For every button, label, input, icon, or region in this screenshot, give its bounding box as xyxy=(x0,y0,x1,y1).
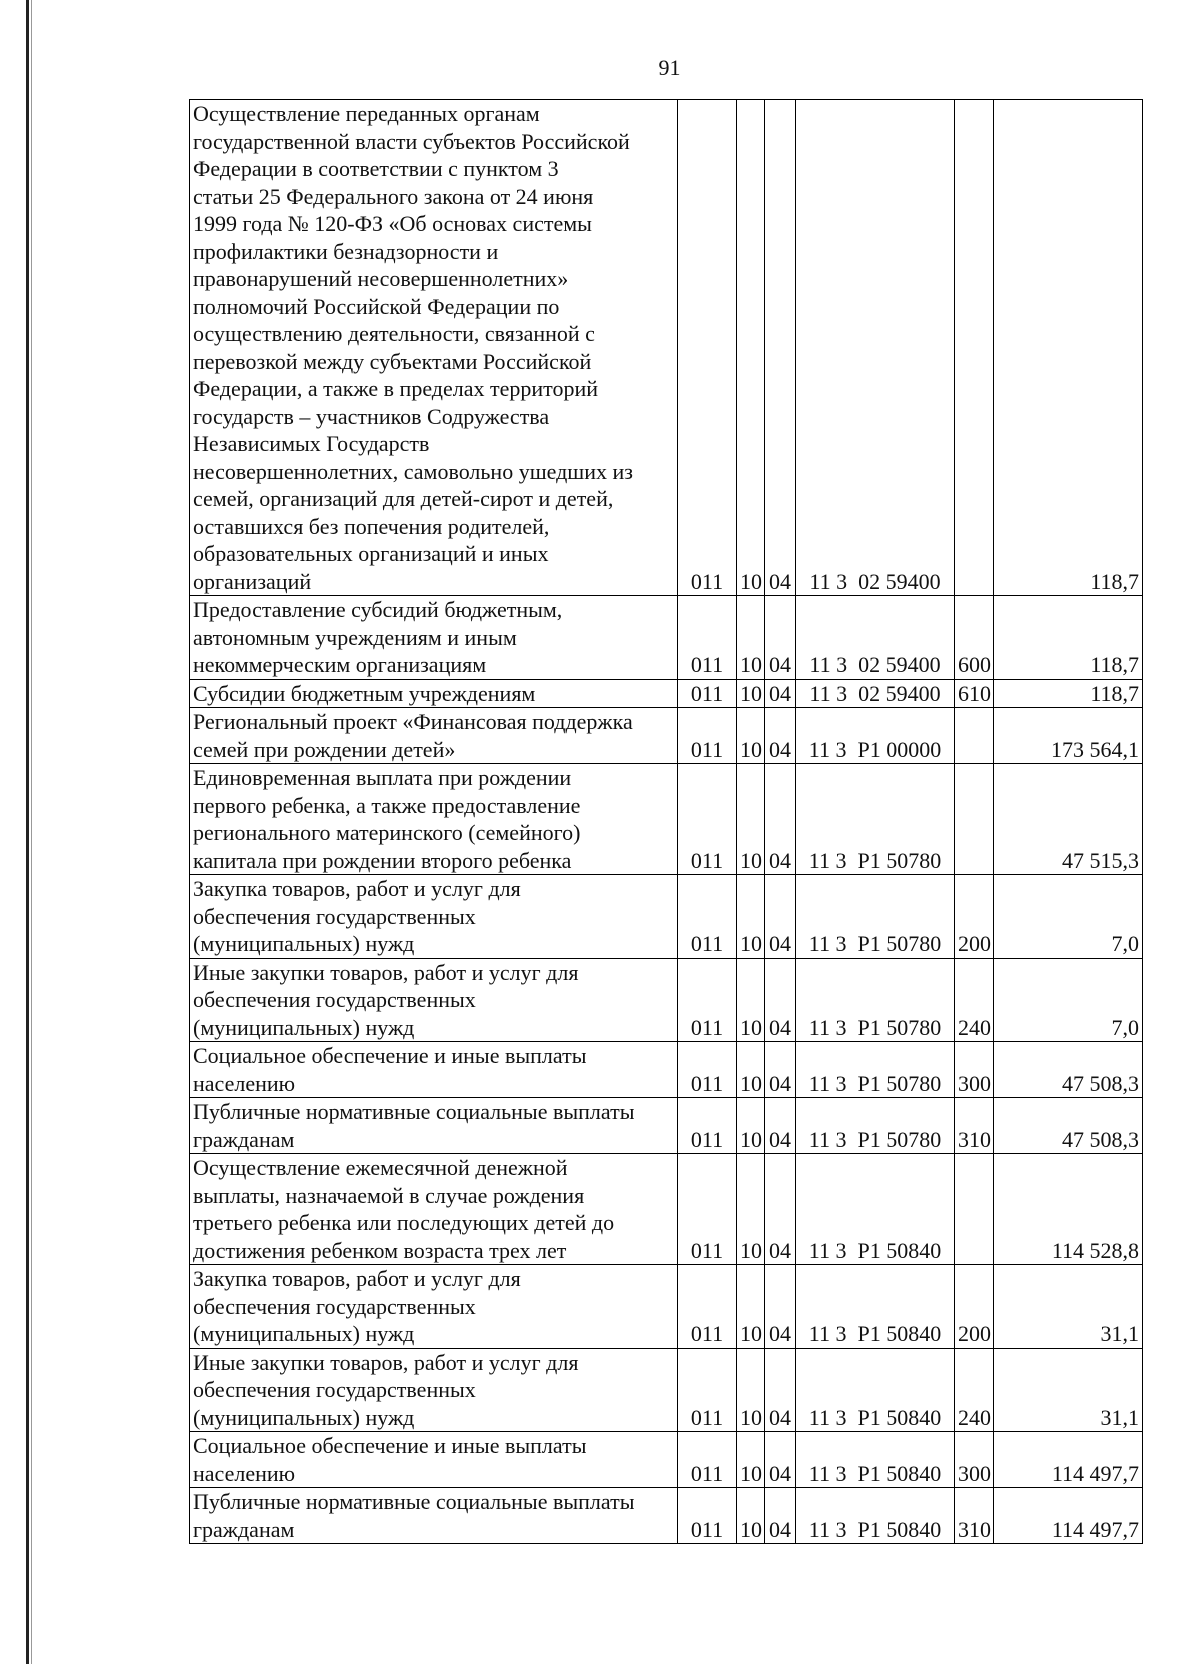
row-name: Единовременная выплата при рождении первого ребенка, а также предоставление регионального материнского (семейного) капитала при рождении второго ребенка xyxy=(190,764,678,875)
row-grbs-code: 011 xyxy=(678,1488,737,1544)
row-amount: 7,0 xyxy=(994,958,1143,1042)
row-name: Субсидии бюджетным учреждениям xyxy=(190,679,678,708)
row-amount: 7,0 xyxy=(994,875,1143,959)
row-subsection-code: 04 xyxy=(765,1432,796,1488)
row-grbs-code: 011 xyxy=(678,1432,737,1488)
row-amount: 114 497,7 xyxy=(994,1488,1143,1544)
table-row xyxy=(190,100,1143,596)
row-amount: 173 564,1 xyxy=(994,708,1143,764)
row-amount: 118,7 xyxy=(994,596,1143,680)
row-subsection-code: 04 xyxy=(765,1098,796,1154)
row-grbs-code: 011 xyxy=(678,958,737,1042)
row-name: Иные закупки товаров, работ и услуг для обеспечения государственных (муниципальных) нужд xyxy=(190,1348,678,1432)
row-section-code: 10 xyxy=(737,1488,765,1544)
row-subsection-code: 04 xyxy=(765,1488,796,1544)
row-expense-type-code: 200 xyxy=(955,875,994,959)
row-section-code: 10 xyxy=(737,1098,765,1154)
row-target-article-code: 11 3 Р1 50840 xyxy=(796,1348,955,1432)
row-target-article-code: 11 3 Р1 50780 xyxy=(796,958,955,1042)
row-subsection-code: 04 xyxy=(765,875,796,959)
row-target-article-code: 11 3 02 59400 xyxy=(796,679,955,708)
row-subsection-code: 04 xyxy=(765,958,796,1042)
row-name: Публичные нормативные социальные выплаты гражданам xyxy=(190,1488,678,1544)
table-row xyxy=(190,708,1143,764)
row-name: Закупка товаров, работ и услуг для обеспечения государственных (муниципальных) нужд xyxy=(190,1265,678,1349)
row-grbs-code: 011 xyxy=(678,679,737,708)
row-target-article-code: 11 3 Р1 50840 xyxy=(796,1488,955,1544)
row-section-code: 10 xyxy=(737,1154,765,1265)
row-name: Социальное обеспечение и иные выплаты населению xyxy=(190,1432,678,1488)
table-row xyxy=(190,1348,1143,1432)
row-section-code: 10 xyxy=(737,764,765,875)
row-grbs-code: 011 xyxy=(678,596,737,680)
row-grbs-code: 011 xyxy=(678,1154,737,1265)
row-amount: 31,1 xyxy=(994,1265,1143,1349)
row-subsection-code: 04 xyxy=(765,100,796,596)
row-section-code: 10 xyxy=(737,958,765,1042)
table-row xyxy=(190,764,1143,875)
row-section-code: 10 xyxy=(737,100,765,596)
row-expense-type-code: 300 xyxy=(955,1042,994,1098)
row-target-article-code: 11 3 Р1 00000 xyxy=(796,708,955,764)
row-section-code: 10 xyxy=(737,875,765,959)
row-amount: 47 508,3 xyxy=(994,1098,1143,1154)
row-expense-type-code xyxy=(955,1154,994,1265)
row-expense-type-code: 200 xyxy=(955,1265,994,1349)
row-expense-type-code: 240 xyxy=(955,1348,994,1432)
row-grbs-code: 011 xyxy=(678,1348,737,1432)
row-amount: 118,7 xyxy=(994,100,1143,596)
page-number: 91 xyxy=(658,55,681,80)
row-expense-type-code: 610 xyxy=(955,679,994,708)
row-name: Осуществление переданных органам государственной власти субъектов Российской Федерации в соответствии с пунктом 3 статьи 25 Федерального закона от 24 июня 1999 года № 120-ФЗ «Об основах системы профилактики безнадзорности и правонарушений несовершеннолетних» полномочий Российской Федерации по осуществлению деятельности, связанной с перевозкой между субъектами Российской Федерации, а также в пределах территорий государств – участников Содружества Независимых Государств несовершеннолетних, самовольно ушедших из семей, организаций для детей-сирот и детей, оставшихся без попечения родителей, образовательных организаций и иных организаций xyxy=(190,100,678,596)
row-subsection-code: 04 xyxy=(765,1154,796,1265)
row-target-article-code: 11 3 02 59400 xyxy=(796,596,955,680)
table-row xyxy=(190,1154,1143,1265)
table-row xyxy=(190,596,1143,680)
row-section-code: 10 xyxy=(737,679,765,708)
row-section-code: 10 xyxy=(737,1265,765,1349)
row-subsection-code: 04 xyxy=(765,1348,796,1432)
table-row xyxy=(190,1042,1143,1098)
scan-edge-shadow xyxy=(31,0,32,1664)
row-expense-type-code xyxy=(955,764,994,875)
row-name: Осуществление ежемесячной денежной выплаты, назначаемой в случае рождения третьего ребенка или последующих детей до достижения ребенком возраста трех лет xyxy=(190,1154,678,1265)
row-target-article-code: 11 3 Р1 50780 xyxy=(796,1042,955,1098)
row-subsection-code: 04 xyxy=(765,708,796,764)
table-row xyxy=(190,1265,1143,1349)
row-amount: 114 497,7 xyxy=(994,1432,1143,1488)
row-amount: 47 515,3 xyxy=(994,764,1143,875)
table-row xyxy=(190,1432,1143,1488)
row-subsection-code: 04 xyxy=(765,764,796,875)
budget-table xyxy=(189,99,1143,1544)
row-amount: 118,7 xyxy=(994,679,1143,708)
row-section-code: 10 xyxy=(737,1432,765,1488)
row-grbs-code: 011 xyxy=(678,875,737,959)
row-section-code: 10 xyxy=(737,1348,765,1432)
row-target-article-code: 11 3 Р1 50840 xyxy=(796,1154,955,1265)
row-subsection-code: 04 xyxy=(765,1042,796,1098)
row-subsection-code: 04 xyxy=(765,596,796,680)
row-target-article-code: 11 3 Р1 50840 xyxy=(796,1265,955,1349)
row-amount: 47 508,3 xyxy=(994,1042,1143,1098)
table-row xyxy=(190,1098,1143,1154)
row-name: Предоставление субсидий бюджетным, автономным учреждениям и иным некоммерческим организациям xyxy=(190,596,678,680)
row-grbs-code: 011 xyxy=(678,764,737,875)
row-grbs-code: 011 xyxy=(678,100,737,596)
table-row xyxy=(190,958,1143,1042)
row-expense-type-code xyxy=(955,708,994,764)
row-expense-type-code: 240 xyxy=(955,958,994,1042)
table-row xyxy=(190,679,1143,708)
row-target-article-code: 11 3 Р1 50840 xyxy=(796,1432,955,1488)
row-target-article-code: 11 3 Р1 50780 xyxy=(796,875,955,959)
row-target-article-code: 11 3 Р1 50780 xyxy=(796,764,955,875)
row-expense-type-code: 600 xyxy=(955,596,994,680)
row-grbs-code: 011 xyxy=(678,1098,737,1154)
row-name: Региональный проект «Финансовая поддержка семей при рождении детей» xyxy=(190,708,678,764)
row-expense-type-code xyxy=(955,100,994,596)
row-section-code: 10 xyxy=(737,596,765,680)
row-grbs-code: 011 xyxy=(678,1042,737,1098)
row-section-code: 10 xyxy=(737,1042,765,1098)
row-name: Социальное обеспечение и иные выплаты населению xyxy=(190,1042,678,1098)
row-expense-type-code: 310 xyxy=(955,1098,994,1154)
row-grbs-code: 011 xyxy=(678,708,737,764)
budget-table-body xyxy=(190,100,1143,1544)
row-target-article-code: 11 3 Р1 50780 xyxy=(796,1098,955,1154)
row-expense-type-code: 300 xyxy=(955,1432,994,1488)
row-name: Публичные нормативные социальные выплаты гражданам xyxy=(190,1098,678,1154)
row-amount: 114 528,8 xyxy=(994,1154,1143,1265)
row-subsection-code: 04 xyxy=(765,679,796,708)
row-amount: 31,1 xyxy=(994,1348,1143,1432)
row-subsection-code: 04 xyxy=(765,1265,796,1349)
row-expense-type-code: 310 xyxy=(955,1488,994,1544)
row-name: Закупка товаров, работ и услуг для обеспечения государственных (муниципальных) нужд xyxy=(190,875,678,959)
scan-edge-line xyxy=(26,0,29,1664)
table-row xyxy=(190,875,1143,959)
table-row xyxy=(190,1488,1143,1544)
row-grbs-code: 011 xyxy=(678,1265,737,1349)
row-name: Иные закупки товаров, работ и услуг для обеспечения государственных (муниципальных) нужд xyxy=(190,958,678,1042)
row-section-code: 10 xyxy=(737,708,765,764)
row-target-article-code: 11 3 02 59400 xyxy=(796,100,955,596)
